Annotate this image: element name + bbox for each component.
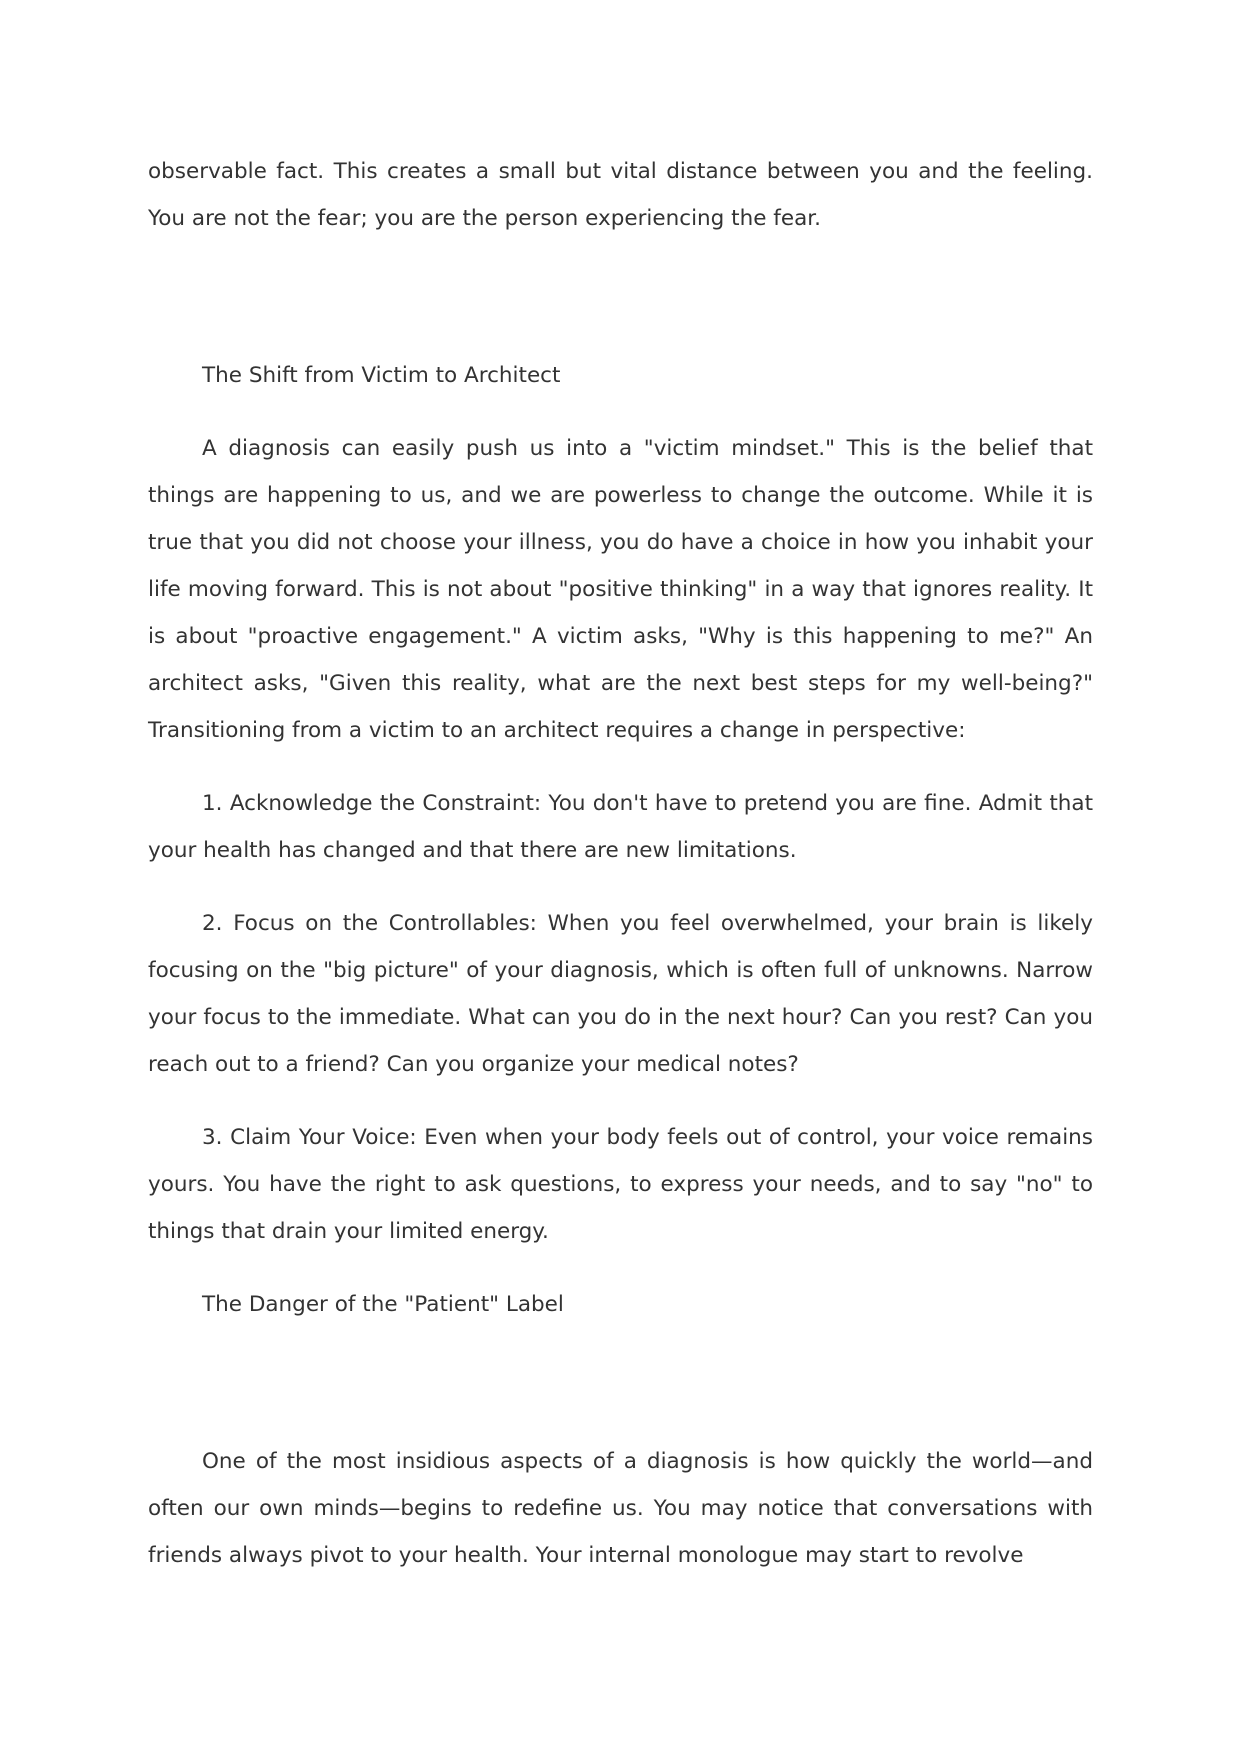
list-item-acknowledge: 1. Acknowledge the Constraint: You don't have to pretend you are fine. Admit that your health has changed and that there are new limitations. — [148, 791, 1093, 863]
paragraph-victim-mindset: A diagnosis can easily push us into a "victim mindset." This is the belief that things are happening to us, and we are powerless to change the outcome. While it is true that you did not choose your illness, you do have a choice in how you inhabit your life moving forward. This is not about "positive thinking" in a way that ignores reality. It is about "proactive engagement." A victim asks, "Why is this happening to me?" An architect asks, "Given this reality, what are the next best steps for my well-being?" Transitioning from a victim to an architect requires a change in perspective: — [148, 436, 1093, 743]
paragraph-spacer — [148, 874, 1093, 900]
paragraph-spacer — [148, 1088, 1093, 1114]
section-spacer — [148, 242, 1093, 352]
paragraph-spacer — [148, 399, 1093, 425]
list-item-controllables: 2. Focus on the Controllables: When you feel overwhelmed, your brain is likely focusing on the "big picture" of your diagnosis, which is often full of unknowns. Narrow your focus to the immediate. What can you do in the next hour? Can you rest? Can you reach out to a friend? Can you organize your medical notes? — [148, 911, 1093, 1077]
section-heading-victim-architect: The Shift from Victim to Architect — [202, 363, 561, 388]
paragraph-spacer — [148, 754, 1093, 780]
list-item-voice: 3. Claim Your Voice: Even when your body feels out of control, your voice remains yours. You have the right to ask questions, to express your needs, and to say "no" to things that drain your limited energy. — [148, 1125, 1093, 1244]
document-page — [148, 148, 1093, 1579]
paragraph-patient-label: One of the most insidious aspects of a diagnosis is how quickly the world—and often our own minds—begins to redefine us. You may notice that conversations with friends always pivot to your health. Your internal monologue may start to revolve — [148, 1449, 1093, 1568]
section-heading-patient-label: The Danger of the "Patient" Label — [202, 1292, 564, 1317]
paragraph-spacer — [148, 1255, 1093, 1281]
paragraph-intro: observable fact. This creates a small but vital distance between you and the feeling. You are not the fear; you are the person experiencing the fear. — [148, 159, 1093, 231]
section-spacer — [148, 1328, 1093, 1438]
